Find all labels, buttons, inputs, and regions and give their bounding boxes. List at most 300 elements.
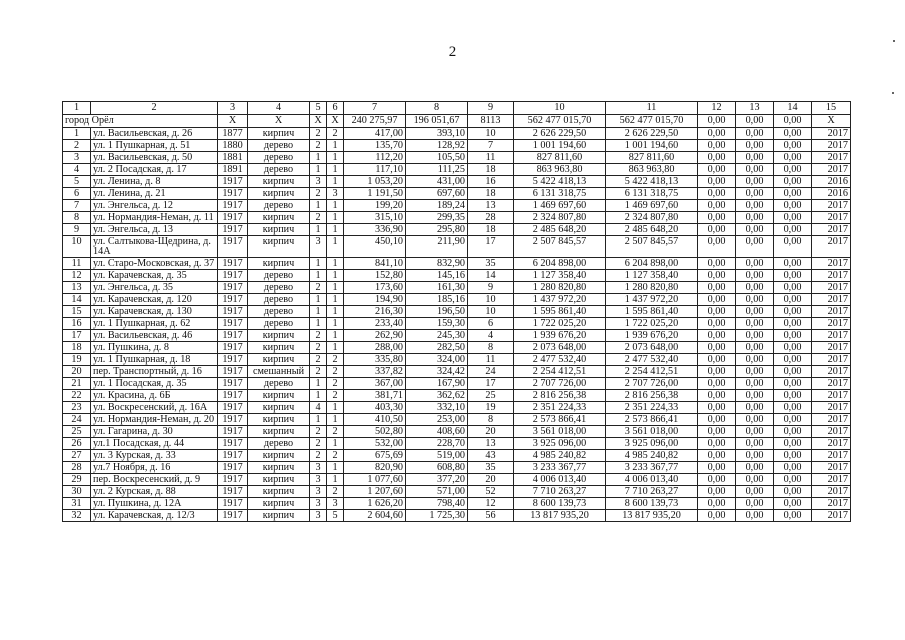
table-cell: 0,00 — [736, 188, 774, 200]
table-cell: 11 — [63, 258, 91, 270]
table-cell: 1 001 194,60 — [606, 140, 698, 152]
table-cell: 0,00 — [698, 282, 736, 294]
table-cell: 135,70 — [344, 140, 406, 152]
table-cell: 377,20 — [406, 474, 468, 486]
table-cell: 4 985 240,82 — [514, 450, 606, 462]
table-cell: 0,00 — [736, 258, 774, 270]
table-row — [63, 498, 851, 510]
table-cell: 2017 — [812, 438, 851, 450]
table-cell: 2017 — [812, 128, 851, 140]
table-cell: 56 — [468, 510, 514, 522]
table-cell: 0,00 — [774, 236, 812, 258]
summary-cell: Х — [327, 115, 344, 128]
table-cell: 532,00 — [344, 438, 406, 450]
table-cell: 0,00 — [698, 450, 736, 462]
table-cell: 0,00 — [698, 236, 736, 258]
table-cell: 0,00 — [698, 426, 736, 438]
table-cell: 3 — [310, 510, 327, 522]
table-cell: 0,00 — [736, 366, 774, 378]
table-cell: 0,00 — [736, 438, 774, 450]
table-cell: 431,00 — [406, 176, 468, 188]
table-cell: 30 — [63, 486, 91, 498]
table-cell: 1 — [327, 140, 344, 152]
table-cell: 8 600 139,73 — [606, 498, 698, 510]
table-cell: 393,10 — [406, 128, 468, 140]
summary-row — [63, 115, 851, 128]
table-cell: 2 816 256,38 — [606, 390, 698, 402]
table-cell: 32 — [63, 510, 91, 522]
table-cell: 1 — [327, 330, 344, 342]
table-cell: 2017 — [812, 354, 851, 366]
table-cell: 2017 — [812, 140, 851, 152]
table-cell: 1917 — [218, 236, 248, 258]
table-cell: 3 925 096,00 — [514, 438, 606, 450]
table-cell: ул.7 Ноября, д. 16 — [91, 462, 218, 474]
table-cell: 0,00 — [774, 188, 812, 200]
summary-cell: Х — [310, 115, 327, 128]
table-cell: 1917 — [218, 426, 248, 438]
table-cell: 1 191,50 — [344, 188, 406, 200]
table-cell: 0,00 — [698, 258, 736, 270]
table-cell: 1877 — [218, 128, 248, 140]
table-cell: дерево — [248, 164, 310, 176]
table-cell: 24 — [468, 366, 514, 378]
table-cell: 7 — [468, 140, 514, 152]
table-cell: кирпич — [248, 128, 310, 140]
table-cell: 315,10 — [344, 212, 406, 224]
table-cell: 43 — [468, 450, 514, 462]
table-cell: ул. 1 Пушкарная, д. 62 — [91, 318, 218, 330]
table-cell: 0,00 — [774, 152, 812, 164]
column-header: 12 — [698, 102, 736, 115]
table-cell: 3 — [310, 474, 327, 486]
table-cell: 1 722 025,20 — [606, 318, 698, 330]
table-cell: 0,00 — [698, 212, 736, 224]
table-row — [63, 450, 851, 462]
table-cell: 0,00 — [736, 510, 774, 522]
table-cell: 0,00 — [736, 474, 774, 486]
table-cell: 1917 — [218, 294, 248, 306]
table-cell: кирпич — [248, 462, 310, 474]
table-cell: 3 233 367,77 — [606, 462, 698, 474]
table-cell: 185,16 — [406, 294, 468, 306]
table-cell: ул. Энгельса, д. 12 — [91, 200, 218, 212]
table-cell: 10 — [468, 128, 514, 140]
table-cell: 0,00 — [774, 414, 812, 426]
table-cell: 216,30 — [344, 306, 406, 318]
table-cell: 0,00 — [698, 498, 736, 510]
table-cell: 417,00 — [344, 128, 406, 140]
table-cell: 335,80 — [344, 354, 406, 366]
column-header: 4 — [248, 102, 310, 115]
table-cell: 0,00 — [774, 164, 812, 176]
table-cell: 3 — [310, 498, 327, 510]
table-row — [63, 462, 851, 474]
table-cell: 1 — [310, 224, 327, 236]
table-cell: кирпич — [248, 258, 310, 270]
table-cell: 1 280 820,80 — [514, 282, 606, 294]
column-header: 14 — [774, 102, 812, 115]
table-cell: 0,00 — [774, 306, 812, 318]
table-cell: 0,00 — [774, 354, 812, 366]
table-cell: 2017 — [812, 498, 851, 510]
table-cell: 2017 — [812, 366, 851, 378]
table-cell: ул. Нормандия-Неман, д. 11 — [91, 212, 218, 224]
table-cell: 1 — [327, 306, 344, 318]
summary-cell: 562 477 015,70 — [606, 115, 698, 128]
table-cell: 1917 — [218, 318, 248, 330]
table-cell: 20 — [63, 366, 91, 378]
table-cell: 1 — [327, 200, 344, 212]
table-cell: 2017 — [812, 342, 851, 354]
table-cell: ул. Ленина, д. 21 — [91, 188, 218, 200]
table-cell: 2017 — [812, 390, 851, 402]
table-cell: 1917 — [218, 366, 248, 378]
table-cell: 2 — [327, 486, 344, 498]
table-cell: кирпич — [248, 402, 310, 414]
table-cell: 2 — [310, 188, 327, 200]
table-cell: 14 — [63, 294, 91, 306]
table-cell: дерево — [248, 378, 310, 390]
table-cell: 0,00 — [698, 318, 736, 330]
table-cell: 1 — [327, 294, 344, 306]
table-cell: 1 — [327, 164, 344, 176]
table-row — [63, 354, 851, 366]
table-cell: 18 — [468, 188, 514, 200]
table-cell: дерево — [248, 152, 310, 164]
table-cell: 832,90 — [406, 258, 468, 270]
table-cell: 1917 — [218, 270, 248, 282]
table-cell: 1 001 194,60 — [514, 140, 606, 152]
table-cell: 0,00 — [698, 474, 736, 486]
table-cell: ул. Пушкина, д. 8 — [91, 342, 218, 354]
table-cell: дерево — [248, 438, 310, 450]
table-cell: 3 — [327, 498, 344, 510]
table-cell: 2 — [310, 212, 327, 224]
table-cell: 199,20 — [344, 200, 406, 212]
table-cell: 0,00 — [698, 224, 736, 236]
table-cell: ул. 2 Курская, д. 88 — [91, 486, 218, 498]
table-cell: 5 — [327, 510, 344, 522]
table-cell: ул. Пушкина, д. 12А — [91, 498, 218, 510]
table-cell: 0,00 — [698, 486, 736, 498]
table-cell: 2 573 866,41 — [606, 414, 698, 426]
table-cell: 2017 — [812, 462, 851, 474]
table-cell: ул. Энгельса, д. 13 — [91, 224, 218, 236]
table-cell: 3 — [310, 176, 327, 188]
table-cell: 1917 — [218, 258, 248, 270]
table-cell: 25 — [63, 426, 91, 438]
table-cell: 52 — [468, 486, 514, 498]
table-cell: 1917 — [218, 402, 248, 414]
table-cell: 362,62 — [406, 390, 468, 402]
table-cell: кирпич — [248, 426, 310, 438]
table-row — [63, 164, 851, 176]
table-cell: 15 — [63, 306, 91, 318]
table-cell: 2 573 866,41 — [514, 414, 606, 426]
table-cell: 1 469 697,60 — [514, 200, 606, 212]
table-cell: дерево — [248, 200, 310, 212]
table-cell: 0,00 — [774, 510, 812, 522]
table-cell: 0,00 — [736, 224, 774, 236]
table-cell: 1917 — [218, 498, 248, 510]
table-cell: 3 — [63, 152, 91, 164]
table-cell: 2017 — [812, 486, 851, 498]
table-cell: 1 — [310, 378, 327, 390]
table-cell: 5 422 418,13 — [514, 176, 606, 188]
table-cell: ул. Васильевская, д. 46 — [91, 330, 218, 342]
table-cell: 1 437 972,20 — [514, 294, 606, 306]
table-cell: 0,00 — [774, 330, 812, 342]
table-cell: 0,00 — [774, 200, 812, 212]
table-cell: дерево — [248, 270, 310, 282]
table-cell: 697,60 — [406, 188, 468, 200]
column-header: 13 — [736, 102, 774, 115]
table-cell: 0,00 — [774, 366, 812, 378]
table-cell: 17 — [468, 378, 514, 390]
table-cell: 0,00 — [698, 128, 736, 140]
table-cell: смешанный — [248, 366, 310, 378]
table-cell: 3 561 018,00 — [606, 426, 698, 438]
table-cell: кирпич — [248, 342, 310, 354]
table-cell: 25 — [468, 390, 514, 402]
table-cell: 1 — [327, 176, 344, 188]
table-row — [63, 212, 851, 224]
table-cell: 262,90 — [344, 330, 406, 342]
table-cell: ул. Ленина, д. 8 — [91, 176, 218, 188]
table-cell: 2 707 726,00 — [514, 378, 606, 390]
table-cell: 0,00 — [774, 498, 812, 510]
table-cell: ул. Воскресенский, д. 16А — [91, 402, 218, 414]
table-cell: 1917 — [218, 486, 248, 498]
table-cell: ул. 1 Пушкарная, д. 51 — [91, 140, 218, 152]
table-cell: 0,00 — [736, 282, 774, 294]
table-cell: 12 — [63, 270, 91, 282]
table-cell: 1 — [327, 224, 344, 236]
table-cell: 28 — [63, 462, 91, 474]
table-row — [63, 236, 851, 258]
table-cell: 1891 — [218, 164, 248, 176]
table-cell: 2 707 726,00 — [606, 378, 698, 390]
table-row — [63, 402, 851, 414]
table-cell: 2 — [63, 140, 91, 152]
column-header: 3 — [218, 102, 248, 115]
table-cell: 2 626 229,50 — [514, 128, 606, 140]
table-cell: пер. Воскресенский, д. 9 — [91, 474, 218, 486]
table-cell: 0,00 — [774, 282, 812, 294]
column-header: 5 — [310, 102, 327, 115]
table-cell: 2 254 412,51 — [606, 366, 698, 378]
table-row — [63, 306, 851, 318]
table-cell: 0,00 — [698, 152, 736, 164]
table-cell: 105,50 — [406, 152, 468, 164]
table-cell: 0,00 — [736, 152, 774, 164]
table-cell: 196,50 — [406, 306, 468, 318]
table-cell: 1 077,60 — [344, 474, 406, 486]
table-cell: 167,90 — [406, 378, 468, 390]
table-cell: 22 — [63, 390, 91, 402]
table-row — [63, 188, 851, 200]
table-row — [63, 342, 851, 354]
table-cell: 332,10 — [406, 402, 468, 414]
table-cell: 1 — [310, 258, 327, 270]
table-cell: 228,70 — [406, 438, 468, 450]
table-cell: 117,10 — [344, 164, 406, 176]
table-row — [63, 378, 851, 390]
table-cell: 161,30 — [406, 282, 468, 294]
summary-cell: 0,00 — [698, 115, 736, 128]
table-cell: 0,00 — [736, 354, 774, 366]
summary-cell: 562 477 015,70 — [514, 115, 606, 128]
table-cell: 2 — [310, 342, 327, 354]
table-cell: 0,00 — [736, 330, 774, 342]
table-cell: 0,00 — [774, 438, 812, 450]
table-cell: ул. 1 Посадская, д. 35 — [91, 378, 218, 390]
table-cell: 2 — [327, 128, 344, 140]
table-cell: 1 — [327, 402, 344, 414]
table-cell: 2 — [310, 128, 327, 140]
table-cell: 1 280 820,80 — [606, 282, 698, 294]
table-cell: 23 — [63, 402, 91, 414]
table-cell: 0,00 — [698, 438, 736, 450]
table-cell: 1917 — [218, 450, 248, 462]
table-row — [63, 140, 851, 152]
table-cell: 5 — [63, 176, 91, 188]
table-cell: 8 — [468, 342, 514, 354]
table-cell: 17 — [63, 330, 91, 342]
table-cell: 211,90 — [406, 236, 468, 258]
table-cell: 1917 — [218, 306, 248, 318]
column-header: 1 — [63, 102, 91, 115]
table-cell: 6 — [468, 318, 514, 330]
table-cell: ул. 2 Посадская, д. 17 — [91, 164, 218, 176]
table-cell: 4 — [310, 402, 327, 414]
table-cell: 2016 — [812, 176, 851, 188]
table-row — [63, 270, 851, 282]
table-cell: 1 — [327, 212, 344, 224]
table-row — [63, 200, 851, 212]
table-cell: 2 351 224,33 — [514, 402, 606, 414]
column-header: 7 — [344, 102, 406, 115]
table-cell: 0,00 — [698, 200, 736, 212]
table-cell: 111,25 — [406, 164, 468, 176]
table-cell: 10 — [63, 236, 91, 258]
table-cell: 0,00 — [774, 270, 812, 282]
table-cell: 1 469 697,60 — [606, 200, 698, 212]
table-cell: 2 604,60 — [344, 510, 406, 522]
table-cell: 0,00 — [698, 354, 736, 366]
table-cell: 2017 — [812, 306, 851, 318]
table-cell: 336,90 — [344, 224, 406, 236]
table-cell: ул. Гагарина, д. 30 — [91, 426, 218, 438]
table-cell: 245,30 — [406, 330, 468, 342]
table-cell: 2 — [310, 426, 327, 438]
table-cell: 0,00 — [698, 140, 736, 152]
table-cell: 1917 — [218, 390, 248, 402]
table-cell: 282,50 — [406, 342, 468, 354]
table-cell: 173,60 — [344, 282, 406, 294]
table-cell: 20 — [468, 474, 514, 486]
table-cell: 12 — [468, 498, 514, 510]
table-cell: 1 595 861,40 — [514, 306, 606, 318]
table-cell: 10 — [468, 306, 514, 318]
table-row — [63, 438, 851, 450]
table-cell: ул. Карачевская, д. 12/3 — [91, 510, 218, 522]
table-cell: 403,30 — [344, 402, 406, 414]
table-cell: 7 710 263,27 — [514, 486, 606, 498]
table-cell: 0,00 — [698, 462, 736, 474]
table-cell: 29 — [63, 474, 91, 486]
table-cell: 3 — [310, 462, 327, 474]
column-header: 15 — [812, 102, 851, 115]
table-cell: 450,10 — [344, 236, 406, 258]
column-header: 9 — [468, 102, 514, 115]
table-cell: 0,00 — [698, 390, 736, 402]
table-cell: 0,00 — [698, 164, 736, 176]
table-cell: 2 — [327, 378, 344, 390]
table-cell: 1 — [327, 342, 344, 354]
table-cell: 841,10 — [344, 258, 406, 270]
table-cell: 189,24 — [406, 200, 468, 212]
table-cell: 1917 — [218, 510, 248, 522]
table-cell: кирпич — [248, 486, 310, 498]
table-row — [63, 414, 851, 426]
table-cell: 2 485 648,20 — [514, 224, 606, 236]
table-cell: 1 127 358,40 — [606, 270, 698, 282]
table-cell: 820,90 — [344, 462, 406, 474]
column-header: 6 — [327, 102, 344, 115]
table-row — [63, 282, 851, 294]
table-cell: 2017 — [812, 510, 851, 522]
table-cell: 253,00 — [406, 414, 468, 426]
summary-cell: Х — [812, 115, 851, 128]
table-cell: 145,16 — [406, 270, 468, 282]
table-cell: 0,00 — [774, 390, 812, 402]
table-cell: 0,00 — [698, 330, 736, 342]
table-row — [63, 330, 851, 342]
table-cell: 28 — [468, 212, 514, 224]
table-cell: 2 — [310, 282, 327, 294]
table-cell: 18 — [63, 342, 91, 354]
table-cell: 2 — [310, 366, 327, 378]
table-cell: дерево — [248, 140, 310, 152]
table-cell: 827 811,60 — [606, 152, 698, 164]
table-cell: 1 — [327, 438, 344, 450]
table-cell: 1 939 676,20 — [514, 330, 606, 342]
table-cell: 381,71 — [344, 390, 406, 402]
table-cell: 7 710 263,27 — [606, 486, 698, 498]
table-cell: 2 351 224,33 — [606, 402, 698, 414]
table-row — [63, 510, 851, 522]
table-cell: 1917 — [218, 378, 248, 390]
table-cell: 1 — [327, 282, 344, 294]
table-cell: 0,00 — [698, 270, 736, 282]
table-cell: 0,00 — [698, 402, 736, 414]
table-cell: 2 254 412,51 — [514, 366, 606, 378]
table-cell: 1917 — [218, 438, 248, 450]
table-cell: 7 — [63, 200, 91, 212]
table-cell: 502,80 — [344, 426, 406, 438]
table-cell: 1 939 676,20 — [606, 330, 698, 342]
table-cell: 0,00 — [736, 426, 774, 438]
table-cell: 410,50 — [344, 414, 406, 426]
table-cell: 5 422 418,13 — [606, 176, 698, 188]
table-cell: 0,00 — [774, 486, 812, 498]
table-cell: 0,00 — [736, 236, 774, 258]
table-cell: 0,00 — [774, 294, 812, 306]
table-cell: 1917 — [218, 212, 248, 224]
table-cell: 1917 — [218, 354, 248, 366]
